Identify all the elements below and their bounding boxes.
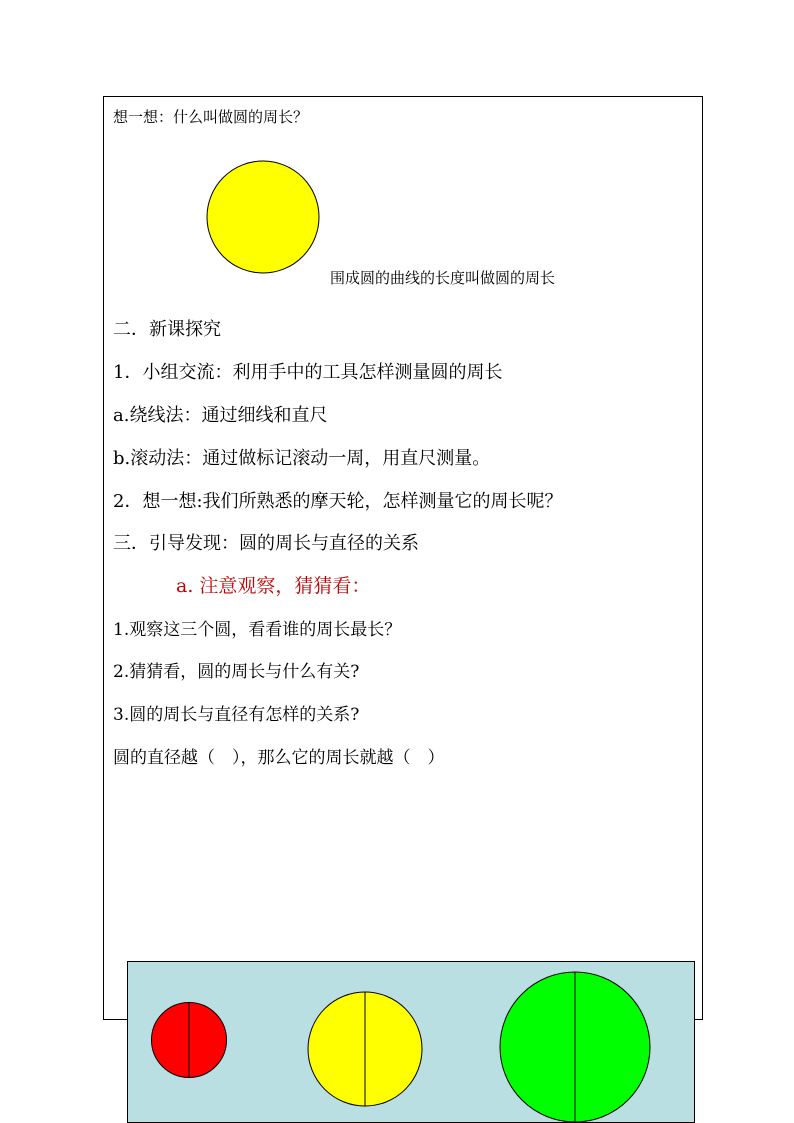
definition-caption: 围成圆的曲线的长度叫做圆的周长	[330, 269, 556, 287]
question-1: 1.观察这三个圆，看看谁的周长最长？	[113, 620, 402, 640]
yellow-circle-illustration	[206, 160, 320, 274]
section3-heading: 三．引导发现：圆的周长与直径的关系	[113, 533, 419, 554]
method-a-wrapping: a.绕线法：通过细线和直尺	[113, 405, 328, 426]
three-circles-panel	[127, 961, 695, 1123]
item-2-ferris-wheel: 2．想一想:我们所熟悉的摩天轮，怎样测量它的周长呢？	[113, 491, 563, 512]
small-circle	[152, 1003, 227, 1078]
content-frame	[103, 96, 703, 1020]
question-2: 2.猜猜看，圆的周长与什么有关?	[113, 662, 360, 682]
fill-in-blank: 圆的直径越（ ），那么它的周长就越（ ）	[113, 748, 445, 768]
question-title: 想一想：什么叫做圆的周长？	[113, 108, 309, 126]
observe-heading: a. 注意观察，猜猜看：	[176, 575, 371, 597]
question-3: 3.圆的周长与直径有怎样的关系?	[113, 705, 360, 725]
medium-circle	[308, 992, 422, 1106]
large-circle	[500, 972, 650, 1122]
section2-heading: 二．新课探究	[113, 319, 221, 340]
method-b-rolling: b.滚动法：通过做标记滚动一周，用直尺测量。	[113, 448, 491, 469]
item-1-group-discussion: 1．小组交流：利用手中的工具怎样测量圆的周长	[113, 362, 503, 383]
